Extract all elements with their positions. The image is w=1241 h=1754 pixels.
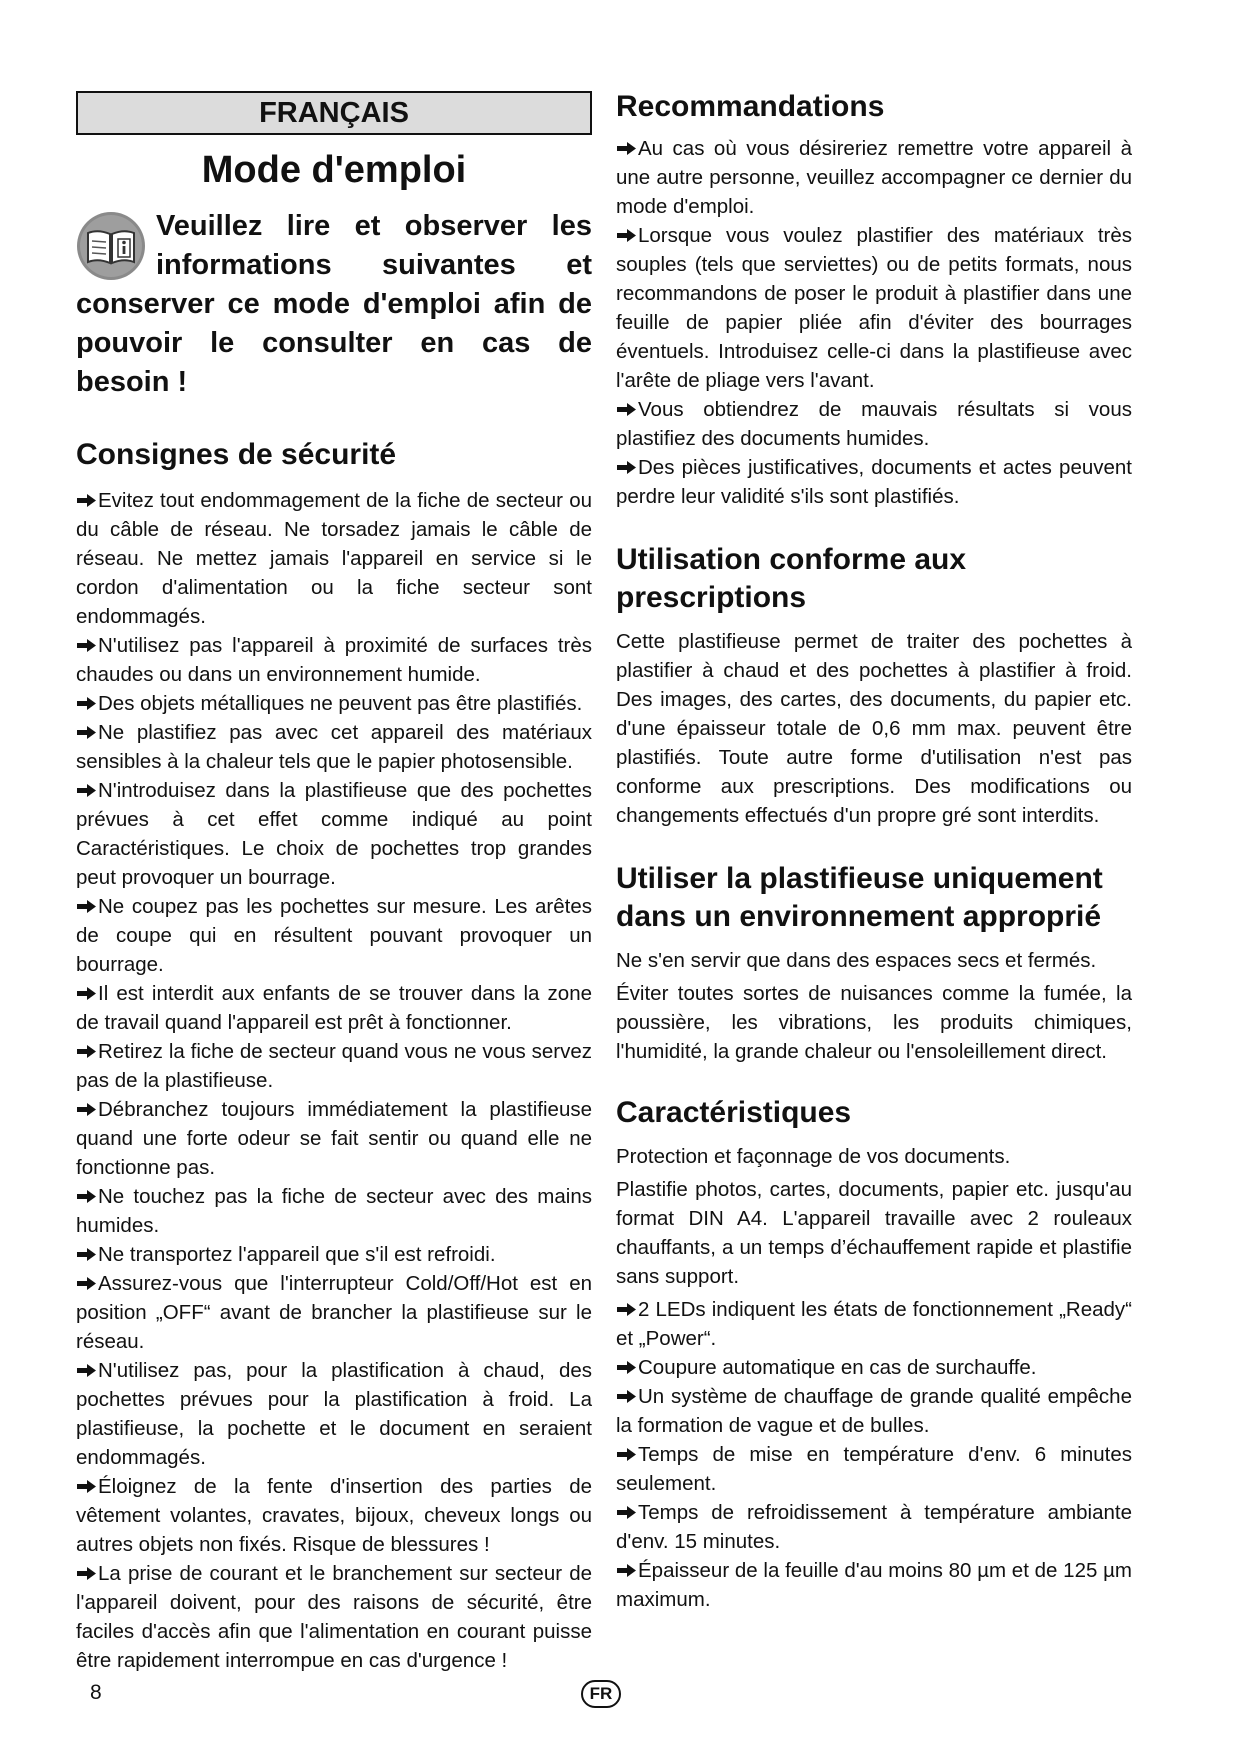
safety-item: Retirez la fiche de secteur quand vous ne vous servez pas de la plastifieuse. (76, 1040, 592, 1092)
safety-item: Ne transportez l'appareil que s'il est refroidi. (76, 1240, 592, 1269)
recommendation-item: Vous obtiendrez de mauvais résultats si vous plastifiez des documents humides. (616, 398, 1132, 450)
heading-features: Caractéristiques (616, 1096, 852, 1129)
page-title: Mode d'emploi (201, 149, 467, 191)
arrow-right-icon (76, 1363, 97, 1378)
arrow-right-icon (616, 1447, 637, 1462)
arrow-right-icon (76, 783, 97, 798)
heading-safety: Consignes de sécurité (76, 438, 397, 471)
arrow-right-icon (616, 1389, 637, 1404)
arrow-right-icon (76, 1247, 97, 1262)
language-label: FRANÇAIS (259, 96, 409, 129)
arrow-right-icon (76, 725, 97, 740)
arrow-right-icon (616, 460, 637, 475)
arrow-right-icon (76, 986, 97, 1001)
right-column (616, 88, 1132, 1614)
safety-item: Des objets métalliques ne peuvent pas être plastifiés. (76, 689, 592, 718)
environment-paragraph: Éviter toutes sortes de nuisances comme la fumée, la poussière, les vibrations, les produits chimiques, l'humidité, la grande chaleur ou l'ensoleillement direct. (616, 982, 1132, 1063)
safety-item: Ne touchez pas la fiche de secteur avec des mains humides. (76, 1185, 592, 1237)
safety-item: Ne plastifiez pas avec cet appareil des matériaux sensibles à la chaleur tels que le papier photosensible. (76, 721, 592, 773)
arrow-right-icon (616, 402, 637, 417)
intro-text: Veuillez lire et observer les informations suivantes et conserver ce mode d'emploi afin de pouvoir le consulter en cas de besoin ! (76, 210, 592, 398)
arrow-right-icon (76, 1044, 97, 1059)
recommendation-item: Des pièces justificatives, documents et actes peuvent perdre leur validité s'ils sont plastifiés. (616, 456, 1132, 508)
arrow-right-icon (616, 1302, 637, 1317)
feature-item: Temps de mise en température d'env. 6 minutes seulement. (616, 1443, 1132, 1495)
safety-item: Ne coupez pas les pochettes sur mesure. Les arêtes de coupe qui en résultent pouvant provoquer un bourrage. (76, 895, 592, 976)
safety-item: Éloignez de la fente d'insertion des parties de vêtement volantes, cravates, bijoux, cheveux longs ou autres objets non fixés. Risque de blessures ! (76, 1475, 592, 1556)
arrow-right-icon (76, 1102, 97, 1117)
language-banner (76, 91, 592, 135)
page-number: 8 (90, 1681, 102, 1704)
feature-item: Un système de chauffage de grande qualité empêche la formation de vague et de bulles. (616, 1385, 1132, 1437)
arrow-right-icon (76, 638, 97, 653)
heading-recommendations: Recommandations (616, 90, 885, 123)
safety-item: N'introduisez dans la plastifieuse que des pochettes prévues à cet effet comme indiqué au point Caractéristiques. Le choix de pochettes trop grandes peut provoquer un bourrage. (76, 779, 592, 889)
safety-item: Assurez-vous que l'interrupteur Cold/Off/Hot est en position „OFF“ avant de brancher la plastifieuse sur le réseau. (76, 1272, 592, 1353)
arrow-right-icon (76, 1566, 97, 1581)
feature-item: Épaisseur de la feuille d'au moins 80 µm et de 125 µm maximum. (616, 1559, 1132, 1611)
arrow-right-icon (76, 1479, 97, 1494)
arrow-right-icon (76, 493, 97, 508)
feature-item: 2 LEDs indiquent les états de fonctionnement „Ready“ et „Power“. (616, 1298, 1132, 1350)
feature-item: Coupure automatique en cas de surchauffe. (616, 1353, 1132, 1382)
intro-notice (76, 207, 592, 402)
manual-info-icon (76, 211, 146, 281)
safety-item: Débranchez toujours immédiatement la plastifieuse quand une forte odeur se fait sentir ou quand elle ne fonctionne pas. (76, 1098, 592, 1179)
usage-text: Cette plastifieuse permet de traiter des pochettes à plastifier à chaud et des pochettes à plastifier à froid. Des images, des cartes, des documents, du papier etc. d'une épaisseur totale de 0,6 mm max. peuvent être plastifiés. Toute autre forme d'utilisation n'est pas conforme aux prescriptions. Des modifications ou changements effectués d'un propre gré sont interdits. (616, 630, 1132, 827)
arrow-right-icon (76, 1276, 97, 1291)
safety-list (76, 486, 592, 1675)
safety-item: Evitez tout endommagement de la fiche de secteur ou du câble de réseau. Ne torsadez jamais le câble de réseau. Ne mettez jamais l'appareil en service si le cordon d'alimentation ou la fiche secteur sont endommagés. (76, 489, 592, 628)
arrow-right-icon (616, 1505, 637, 1520)
safety-item: Il est interdit aux enfants de se trouver dans la zone de travail quand l'appareil est prêt à fonctionner. (76, 982, 592, 1034)
safety-item: La prise de courant et le branchement sur secteur de l'appareil doivent, pour des raisons de sécurité, être faciles d'accès afin que l'alimentation en courant puisse être rapidement interrompue en cas d'urgence ! (76, 1562, 592, 1672)
language-badge (581, 1680, 621, 1708)
arrow-right-icon (76, 899, 97, 914)
recommendation-item: Au cas où vous désireriez remettre votre appareil à une autre personne, veuillez accompagner ce dernier du mode d'emploi. (616, 137, 1132, 218)
recommendation-item: Lorsque vous voulez plastifier des matériaux très souples (tels que serviettes) ou de petits formats, nous recommandons de poser le produit à plastifier dans une feuille de papier pliée afin d'éviter des bourrages éventuels. Introduisez celle-ci dans la plastifieuse avec l'arête de pliage vers l'avant. (616, 224, 1132, 392)
heading-environment: Utiliser la plastifieuse uniquement dans un environnement approprié (616, 862, 1103, 933)
feature-item: Temps de refroidissement à température ambiante d'env. 15 minutes. (616, 1501, 1132, 1553)
arrow-right-icon (616, 1360, 637, 1375)
features-paragraph: Plastifie photos, cartes, documents, papier etc. jusqu'au format DIN A4. L'appareil travaille avec 2 rouleaux chauffants, a un temps d’échauffement rapide et plastifie sans support. (616, 1178, 1132, 1288)
arrow-right-icon (616, 228, 637, 243)
environment-paragraph: Ne s'en servir que dans des espaces secs et fermés. (616, 949, 1097, 972)
arrow-right-icon (76, 1189, 97, 1204)
arrow-right-icon (616, 1563, 637, 1578)
heading-usage: Utilisation conforme aux prescriptions (616, 543, 967, 614)
features-paragraph: Protection et façonnage de vos documents. (616, 1145, 1011, 1168)
arrow-right-icon (616, 141, 637, 156)
arrow-right-icon (76, 696, 97, 711)
safety-item: N'utilisez pas l'appareil à proximité de surfaces très chaudes ou dans un environnement humide. (76, 634, 592, 686)
recommendations-list (616, 134, 1132, 511)
features-list (616, 1295, 1132, 1614)
language-badge-label: FR (589, 1684, 613, 1703)
left-column (76, 91, 592, 1675)
safety-item: N'utilisez pas, pour la plastification à chaud, des pochettes prévues pour la plastification à froid. La plastifieuse, la pochette et le document en seraient endommagés. (76, 1359, 592, 1469)
